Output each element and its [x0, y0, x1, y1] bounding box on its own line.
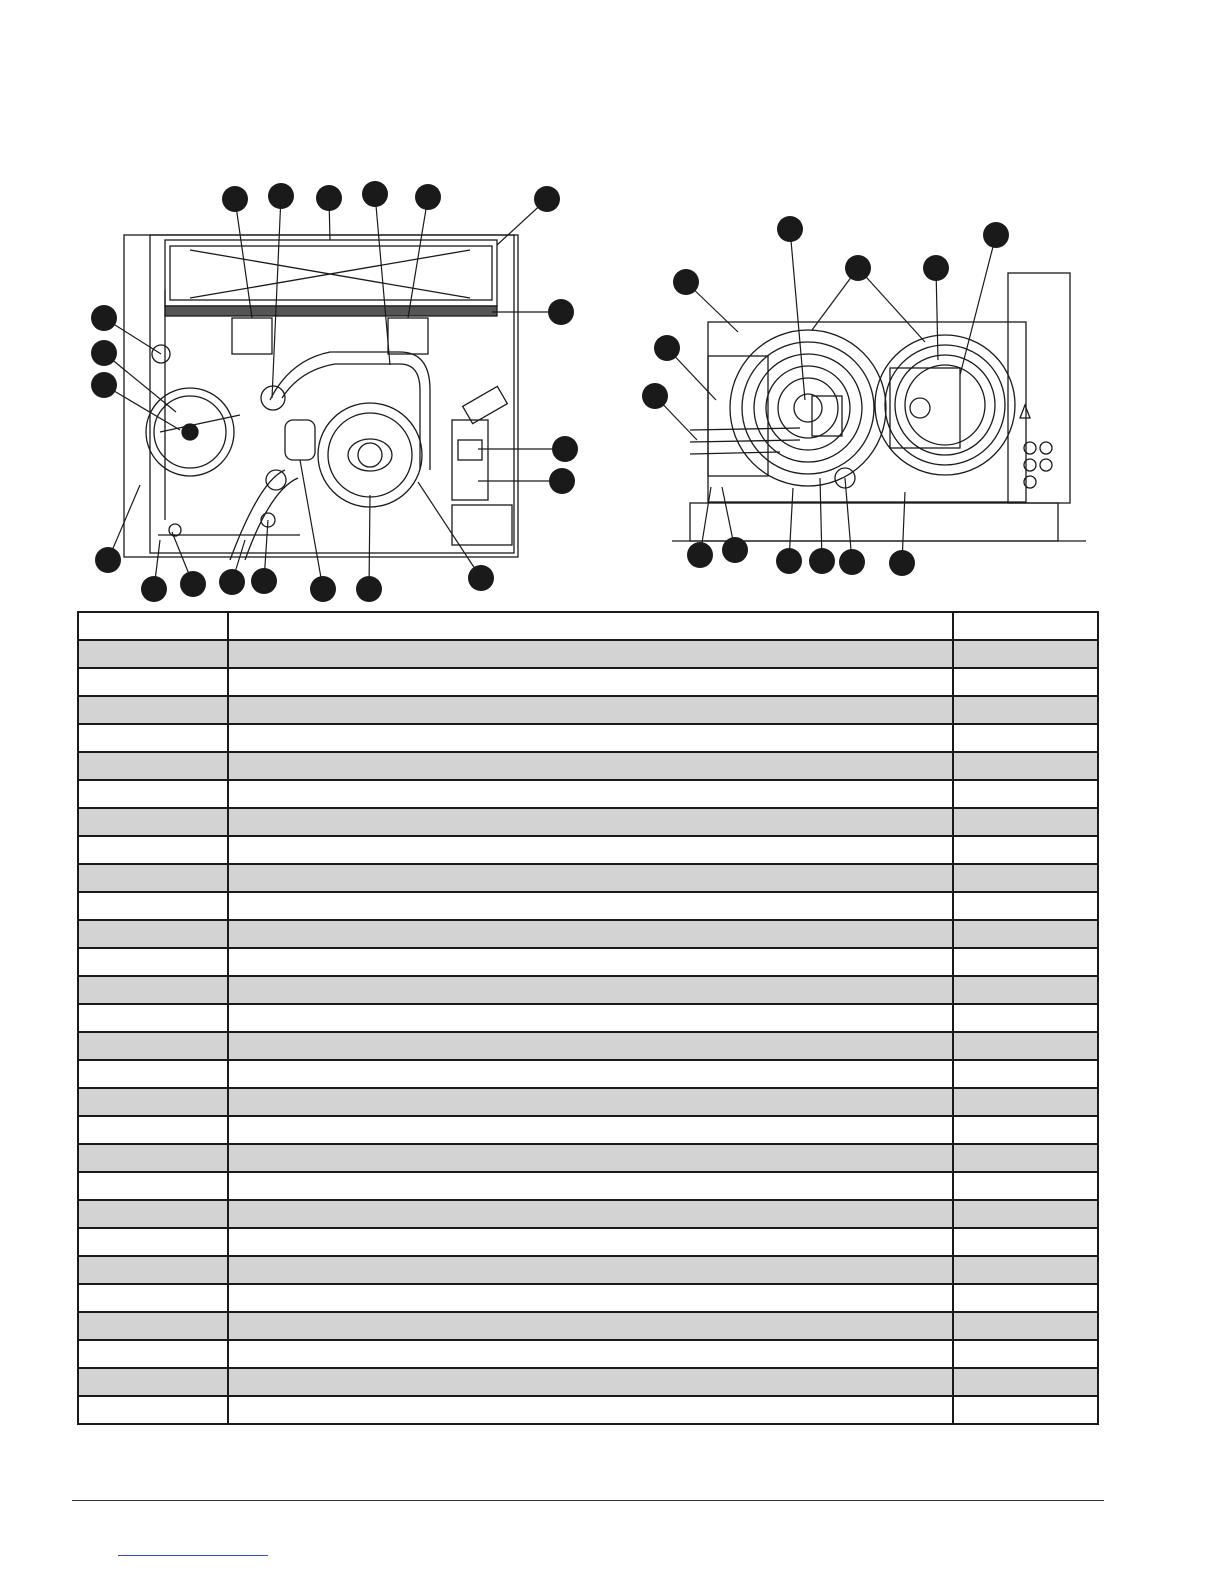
description-cell: [228, 1004, 953, 1032]
description-cell: [228, 1312, 953, 1340]
part-number-cell: [78, 1172, 228, 1200]
callout-marker: [362, 181, 388, 207]
part-number-cell: [78, 1396, 228, 1424]
description-cell: [228, 976, 953, 1004]
description-cell: [228, 1032, 953, 1060]
quantity-cell: [953, 976, 1098, 1004]
part-number-cell: [78, 976, 228, 1004]
quantity-cell: [953, 1312, 1098, 1340]
description-cell: [228, 1172, 953, 1200]
description-cell: [228, 1340, 953, 1368]
description-cell: [228, 1144, 953, 1172]
quantity-cell: [953, 1200, 1098, 1228]
table-row: [78, 696, 1098, 724]
table-row: [78, 864, 1098, 892]
table-row: [78, 1256, 1098, 1284]
part-number-cell: [78, 752, 228, 780]
table-row: [78, 1032, 1098, 1060]
part-number-cell: [78, 1200, 228, 1228]
description-cell: [228, 920, 953, 948]
unit-diagrams: [0, 0, 1224, 610]
part-number-cell: [78, 1032, 228, 1060]
table-row: [78, 948, 1098, 976]
callout-marker: [889, 550, 915, 576]
quantity-cell: [953, 1396, 1098, 1424]
description-cell: [228, 780, 953, 808]
table-row: [78, 1144, 1098, 1172]
callout-marker: [468, 565, 494, 591]
quantity-cell: [953, 1228, 1098, 1256]
callout-marker: [95, 547, 121, 573]
part-number-cell: [78, 1144, 228, 1172]
part-number-cell: [78, 836, 228, 864]
quantity-cell: [953, 724, 1098, 752]
part-number-cell: [78, 1284, 228, 1312]
table-row: [78, 668, 1098, 696]
callout-marker: [809, 548, 835, 574]
table-row: [78, 1368, 1098, 1396]
quantity-cell: [953, 836, 1098, 864]
part-number-cell: [78, 696, 228, 724]
quantity-cell: [953, 808, 1098, 836]
callout-marker: [983, 222, 1009, 248]
table-row: [78, 1004, 1098, 1032]
table-row: [78, 1088, 1098, 1116]
description-cell: [228, 1228, 953, 1256]
quantity-cell: [953, 1116, 1098, 1144]
quantity-cell: [953, 1088, 1098, 1116]
callout-marker: [91, 305, 117, 331]
part-number-cell: [78, 864, 228, 892]
description-cell: [228, 1200, 953, 1228]
callout-marker: [642, 383, 668, 409]
description-cell: [228, 1256, 953, 1284]
part-number-cell: [78, 612, 228, 640]
description-cell: [228, 948, 953, 976]
part-number-cell: [78, 724, 228, 752]
table-row: [78, 1284, 1098, 1312]
table-row: [78, 1312, 1098, 1340]
description-cell: [228, 640, 953, 668]
callout-marker: [91, 372, 117, 398]
callout-marker: [534, 186, 560, 212]
callout-marker: [923, 255, 949, 281]
callout-marker: [654, 335, 680, 361]
table-row: [78, 920, 1098, 948]
quantity-cell: [953, 640, 1098, 668]
quantity-cell: [953, 920, 1098, 948]
description-cell: [228, 752, 953, 780]
callout-marker: [268, 183, 294, 209]
quantity-cell: [953, 1032, 1098, 1060]
part-number-cell: [78, 1116, 228, 1144]
table-row: [78, 752, 1098, 780]
table-row: [78, 1340, 1098, 1368]
part-number-cell: [78, 1004, 228, 1032]
callout-marker: [180, 571, 206, 597]
callout-marker: [777, 216, 803, 242]
left-unit-view: [124, 235, 518, 560]
quantity-cell: [953, 1368, 1098, 1396]
table-row: [78, 724, 1098, 752]
right-unit-view: [672, 273, 1086, 541]
callout-marker: [415, 184, 441, 210]
table-row: [78, 1116, 1098, 1144]
description-cell: [228, 1116, 953, 1144]
description-cell: [228, 1088, 953, 1116]
description-cell: [228, 668, 953, 696]
table-row: [78, 612, 1098, 640]
callout-marker: [222, 186, 248, 212]
table-row: [78, 1228, 1098, 1256]
part-number-cell: [78, 1060, 228, 1088]
description-cell: [228, 892, 953, 920]
callout-marker: [356, 576, 382, 602]
description-cell: [228, 808, 953, 836]
part-number-cell: [78, 668, 228, 696]
callout-marker: [91, 340, 117, 366]
description-cell: [228, 696, 953, 724]
part-number-cell: [78, 892, 228, 920]
quantity-cell: [953, 892, 1098, 920]
callout-marker: [549, 468, 575, 494]
callout-marker: [673, 269, 699, 295]
callout-marker: [687, 542, 713, 568]
footer-divider: [72, 1500, 1104, 1501]
callout-marker: [548, 299, 574, 325]
callout-marker: [141, 576, 167, 602]
quantity-cell: [953, 1340, 1098, 1368]
part-number-cell: [78, 1340, 228, 1368]
description-cell: [228, 1284, 953, 1312]
quantity-cell: [953, 752, 1098, 780]
description-cell: [228, 724, 953, 752]
description-cell: [228, 1396, 953, 1424]
callout-marker: [316, 185, 342, 211]
callout-marker: [776, 548, 802, 574]
part-number-cell: [78, 920, 228, 948]
description-cell: [228, 864, 953, 892]
table-row: [78, 808, 1098, 836]
quantity-cell: [953, 864, 1098, 892]
part-number-cell: [78, 1228, 228, 1256]
table-row: [78, 1396, 1098, 1424]
part-number-cell: [78, 808, 228, 836]
callout-marker: [251, 568, 277, 594]
part-number-cell: [78, 948, 228, 976]
part-number-cell: [78, 1256, 228, 1284]
quantity-cell: [953, 1004, 1098, 1032]
part-number-cell: [78, 640, 228, 668]
description-cell: [228, 612, 953, 640]
table-row: [78, 1060, 1098, 1088]
part-number-cell: [78, 1312, 228, 1340]
table-row: [78, 892, 1098, 920]
callout-marker: [552, 436, 578, 462]
part-number-cell: [78, 780, 228, 808]
footer-link-underline[interactable]: [118, 1555, 268, 1556]
table-row: [78, 1172, 1098, 1200]
part-number-cell: [78, 1368, 228, 1396]
quantity-cell: [953, 1172, 1098, 1200]
quantity-cell: [953, 668, 1098, 696]
table-row: [78, 836, 1098, 864]
parts-table-body: [78, 612, 1098, 1424]
quantity-cell: [953, 948, 1098, 976]
description-cell: [228, 836, 953, 864]
table-row: [78, 780, 1098, 808]
quantity-cell: [953, 1256, 1098, 1284]
description-cell: [228, 1060, 953, 1088]
callout-marker: [310, 576, 336, 602]
quantity-cell: [953, 1284, 1098, 1312]
table-row: [78, 976, 1098, 1004]
quantity-cell: [953, 1144, 1098, 1172]
quantity-cell: [953, 1060, 1098, 1088]
quantity-cell: [953, 612, 1098, 640]
description-cell: [228, 1368, 953, 1396]
table-row: [78, 1200, 1098, 1228]
parts-table: [77, 611, 1099, 1425]
callout-marker: [722, 537, 748, 563]
callout-marker: [839, 549, 865, 575]
callout-marker: [845, 255, 871, 281]
quantity-cell: [953, 696, 1098, 724]
callout-marker: [219, 569, 245, 595]
quantity-cell: [953, 780, 1098, 808]
part-number-cell: [78, 1088, 228, 1116]
table-row: [78, 640, 1098, 668]
